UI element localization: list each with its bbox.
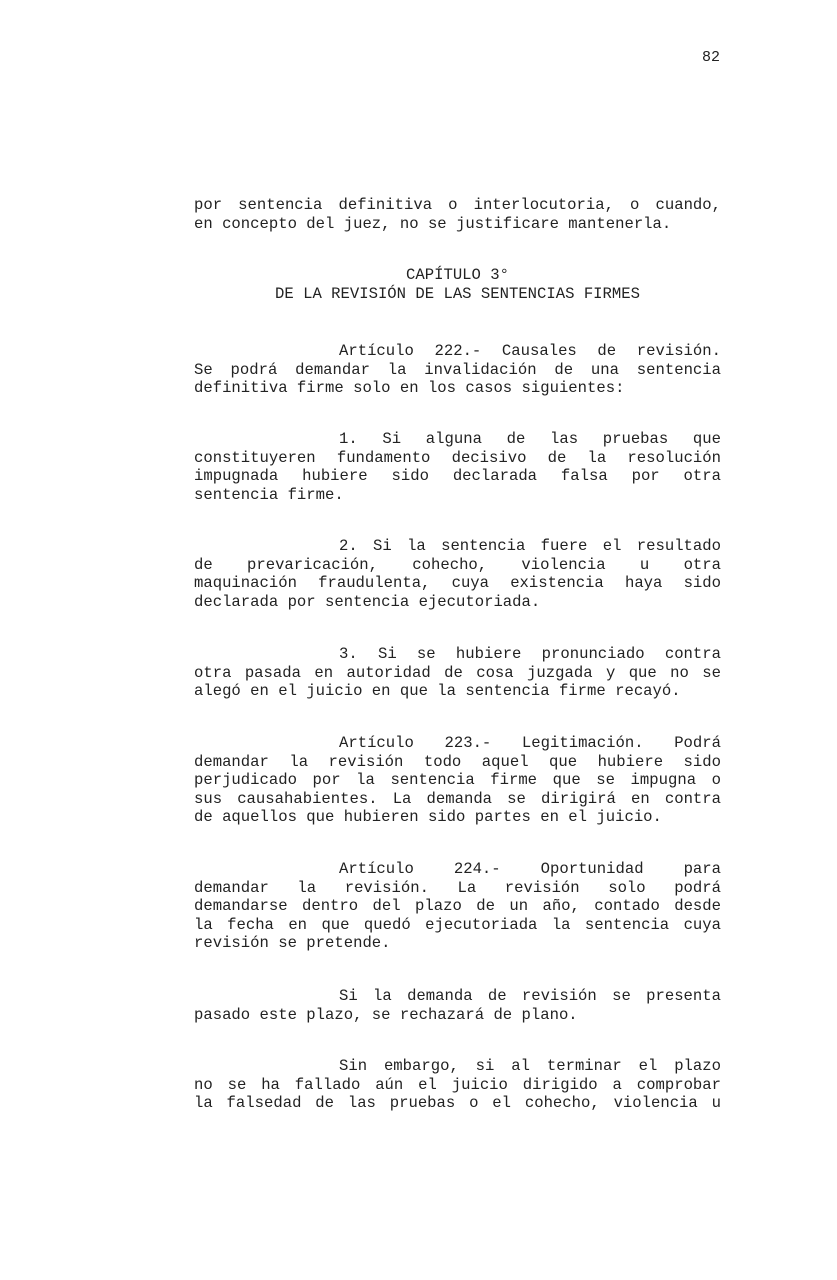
text-line: demandar la revisión todo aquel que hubiere sido xyxy=(194,752,721,771)
chapter-subtitle: DE LA REVISIÓN DE LAS SENTENCIAS FIRMES xyxy=(275,284,640,303)
paragraph xyxy=(194,860,721,953)
text-line: definitiva firme solo en los casos siguientes: xyxy=(194,379,625,398)
text-line: maquinación fraudulenta, cuya existencia haya sido xyxy=(194,574,721,593)
paragraph-first-line: Si la demanda de revisión se presenta xyxy=(339,987,721,1005)
text-line: la fecha en que quedó ejecutoriada la sentencia cuya xyxy=(194,915,721,934)
paragraph-first-line: 2. Si la sentencia fuere el resultado xyxy=(339,537,721,555)
text-line: pasado este plazo, se rechazará de plano. xyxy=(194,1005,578,1024)
text-line: constituyeren fundamento decisivo de la resolución xyxy=(194,448,721,467)
paragraph xyxy=(194,537,721,611)
continuation-paragraph xyxy=(194,196,721,233)
text-line: revisión se pretende. xyxy=(194,934,391,953)
text-line: demandar la revisión. La revisión solo podrá xyxy=(194,878,721,897)
text-line: de prevaricación, cohecho, violencia u otra xyxy=(194,555,721,574)
chapter-heading xyxy=(194,266,721,303)
paragraph xyxy=(194,734,721,827)
text-line: demandarse dentro del plazo de un año, contado desde xyxy=(194,897,721,916)
text-line: de aquellos que hubieren sido partes en el juicio. xyxy=(194,808,662,827)
text-line: perjudicado por la sentencia firme que se impugna o xyxy=(194,771,721,790)
text-line: sentencia firme. xyxy=(194,485,344,504)
text-line: otra pasada en autoridad de cosa juzgada y que no se xyxy=(194,663,721,682)
paragraph-first-line: 1. Si alguna de las pruebas que xyxy=(339,430,721,448)
text-line: no se ha fallado aún el juicio dirigido a comprobar xyxy=(194,1075,721,1094)
paragraph-first-line: Artículo 222.- Causales de revisión. xyxy=(339,342,721,360)
text-line: alegó en el juicio en que la sentencia firme recayó. xyxy=(194,682,681,701)
text-line: por sentencia definitiva o interlocutoria, o cuando, xyxy=(194,196,721,214)
paragraph-first-line: Sin embargo, si al terminar el plazo xyxy=(339,1057,721,1075)
paragraph xyxy=(194,645,721,701)
chapter-title: CAPÍTULO 3° xyxy=(406,266,509,284)
text-line: Se podrá demandar la invalidación de una sentencia xyxy=(194,360,721,379)
paragraph-first-line: 3. Si se hubiere pronunciado contra xyxy=(339,645,721,663)
text-line: declarada por sentencia ejecutoriada. xyxy=(194,592,541,611)
paragraph-first-line: Artículo 223.- Legitimación. Podrá xyxy=(339,734,721,752)
text-line: sus causahabientes. La demanda se dirigirá en contra xyxy=(194,789,721,808)
text-line: en concepto del juez, no se justificare mantenerla. xyxy=(194,214,672,233)
page-number: 82 xyxy=(701,49,720,66)
text-line: la falsedad de las pruebas o el cohecho, violencia u xyxy=(194,1094,721,1113)
paragraph xyxy=(194,430,721,504)
paragraph-first-line: Artículo 224.- Oportunidad para xyxy=(339,860,721,878)
text-line: impugnada hubiere sido declarada falsa por otra xyxy=(194,467,721,486)
paragraph xyxy=(194,342,721,398)
paragraph xyxy=(194,987,721,1024)
paragraph xyxy=(194,1057,721,1113)
